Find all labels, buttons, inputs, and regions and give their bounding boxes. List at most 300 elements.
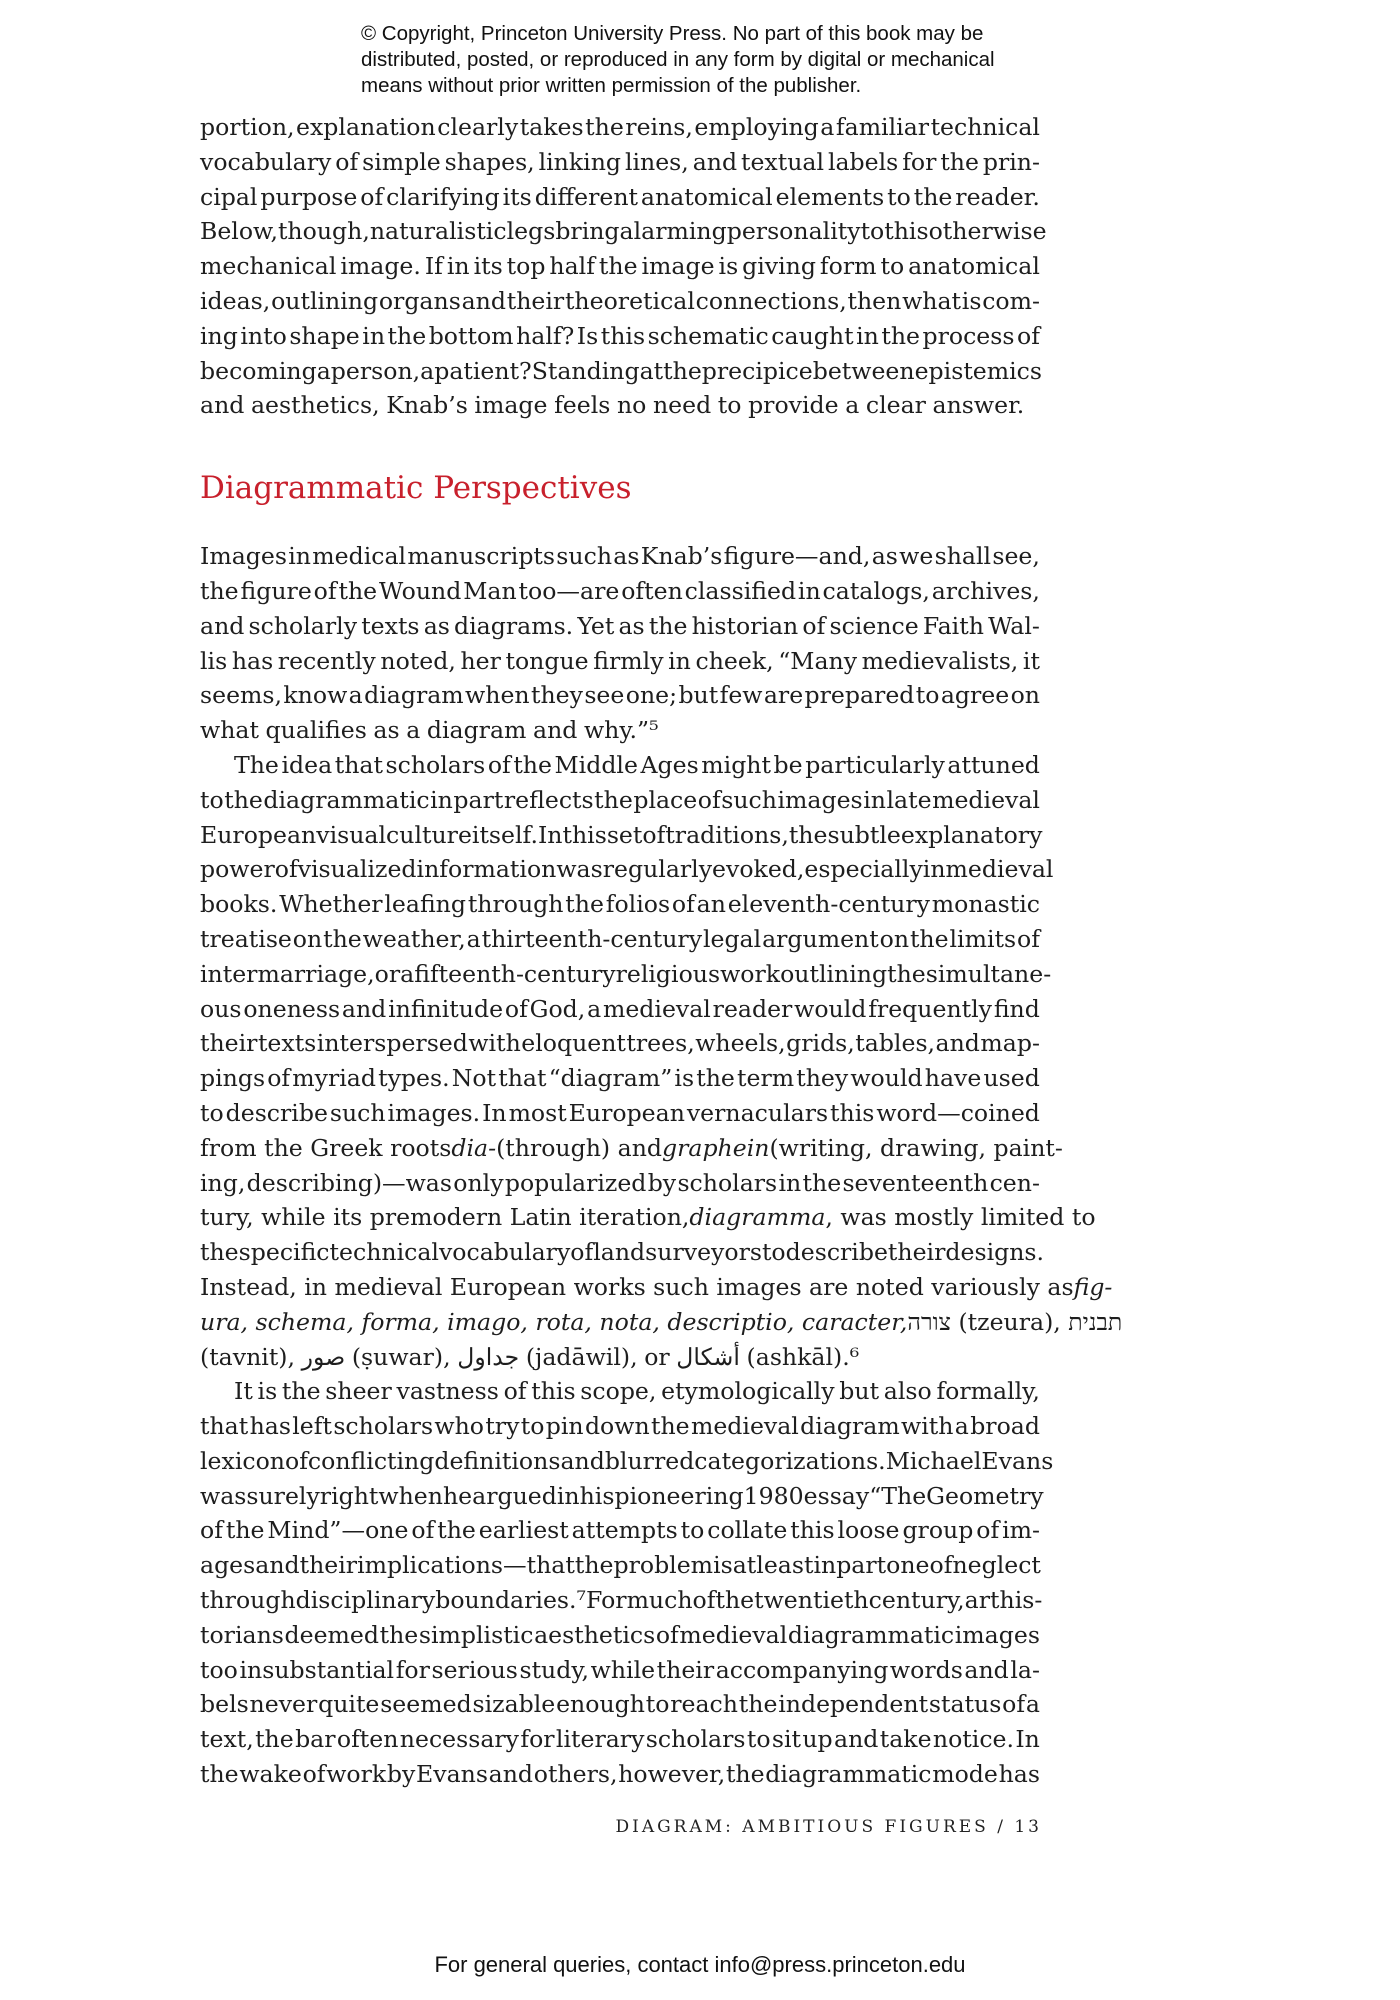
copyright-line: distributed, posted, or reproduced in any form by digital or mechanical <box>361 48 995 71</box>
word: work <box>720 959 781 988</box>
word: art <box>964 1586 1000 1615</box>
word: outlining <box>780 959 888 988</box>
word: evoked, <box>712 855 805 884</box>
word: noted, <box>380 646 456 675</box>
word: their <box>887 1238 946 1267</box>
word: at <box>732 1551 757 1580</box>
word: seems, <box>200 681 283 710</box>
word: texts <box>257 1029 317 1058</box>
text-line <box>200 354 1040 389</box>
word: then <box>847 286 902 315</box>
word: and <box>461 286 506 315</box>
word: attuned <box>947 750 1040 779</box>
word: the <box>802 1168 842 1197</box>
word: legal <box>702 924 762 953</box>
word: visualized <box>297 855 417 884</box>
word: others, <box>533 1760 618 1789</box>
text-line <box>200 644 1040 679</box>
word: outlining <box>271 286 379 315</box>
word: in <box>668 646 691 675</box>
word: in <box>430 785 453 814</box>
word: her <box>460 646 501 675</box>
word: though, <box>277 217 370 246</box>
word: limits <box>949 924 1017 953</box>
word: the <box>585 113 624 141</box>
word: linking <box>538 147 622 176</box>
word: the <box>913 182 953 211</box>
word: and <box>533 716 578 745</box>
word: images <box>777 785 863 814</box>
text-line <box>200 1513 1040 1548</box>
word: used <box>983 1064 1040 1093</box>
word: they <box>796 1064 849 1093</box>
word: purpose <box>260 182 358 211</box>
text-line <box>200 249 1040 284</box>
word: clearly <box>437 113 519 141</box>
word: to <box>200 1098 224 1127</box>
word: attempts <box>571 1516 678 1545</box>
word: they <box>530 681 583 710</box>
word: much <box>626 1586 693 1615</box>
word: Knab’s <box>386 391 468 420</box>
word: who <box>434 1412 484 1441</box>
word: argument <box>762 924 879 953</box>
text-line <box>200 388 1040 423</box>
text-line <box>200 1131 1063 1166</box>
word: Michael <box>885 1446 982 1475</box>
word: Wal- <box>988 611 1040 640</box>
word: century, <box>868 1586 965 1615</box>
word: bring <box>555 217 620 246</box>
word: a <box>587 994 602 1023</box>
word: has <box>998 1760 1040 1789</box>
word: Middle <box>554 750 638 779</box>
text-line <box>200 783 1040 818</box>
word: this <box>562 820 607 849</box>
word: word—coined <box>876 1098 1040 1127</box>
text-line <box>200 818 1043 853</box>
word: Below, <box>200 217 278 246</box>
word: أشكال <box>676 1342 740 1371</box>
word: a <box>348 681 363 710</box>
word: his <box>579 1481 615 1510</box>
word: and <box>935 1029 980 1058</box>
word: right <box>319 1481 379 1510</box>
word: conflicting <box>307 1446 435 1475</box>
word: patient? <box>434 356 532 385</box>
word: seemed <box>380 1690 472 1719</box>
text-line <box>200 319 1040 354</box>
word: fifteenth-century <box>414 959 616 988</box>
word: implications—that <box>357 1551 575 1580</box>
word: when <box>465 681 530 710</box>
word: deemed <box>284 1620 379 1649</box>
word: trees, <box>626 1029 695 1058</box>
word: at <box>639 356 664 385</box>
word: on <box>879 924 910 953</box>
word: set <box>606 820 643 849</box>
word: interspersed <box>316 1029 468 1058</box>
word: thirteenth-century <box>481 924 703 953</box>
word: scholars <box>385 750 486 779</box>
word: has <box>231 646 274 675</box>
word: com- <box>982 286 1040 315</box>
word: might <box>701 750 771 779</box>
word: a <box>466 924 481 953</box>
word: cheek, <box>695 646 774 675</box>
word: enough <box>556 1690 645 1719</box>
word: Whether <box>279 890 383 919</box>
text-line <box>200 539 1040 574</box>
word: the <box>940 147 979 176</box>
word: of <box>570 1238 594 1267</box>
word: images <box>954 1620 1040 1649</box>
word: Not <box>451 1064 497 1093</box>
word: term <box>737 1064 795 1093</box>
word: such <box>329 1098 386 1127</box>
word: of <box>671 890 695 919</box>
word: recently <box>277 646 376 675</box>
word: lis <box>200 646 228 675</box>
word: only <box>453 1168 504 1197</box>
word: find <box>993 994 1040 1023</box>
word: connections, <box>695 286 847 315</box>
word: the <box>565 890 604 919</box>
word: status <box>928 1690 1002 1719</box>
word: Geometry <box>926 1481 1044 1510</box>
paragraph-4 <box>200 1374 1054 1792</box>
word: study, <box>519 1655 590 1684</box>
word: as <box>618 611 645 640</box>
copyright-line: means without prior written permission of the publisher. <box>361 74 862 97</box>
text-line <box>200 1061 1040 1096</box>
word: simplistic <box>418 1620 534 1649</box>
word: medieval <box>932 785 1040 814</box>
word: a <box>400 959 415 988</box>
word: their <box>299 1551 358 1580</box>
word: myriad <box>292 1064 376 1093</box>
word: an <box>696 890 726 919</box>
word: power <box>200 855 275 884</box>
word: image <box>641 252 715 281</box>
text-line <box>200 1166 1040 1201</box>
word: agree <box>940 681 1010 710</box>
word: the <box>909 924 949 953</box>
word: of <box>302 1760 326 1789</box>
running-footer: DIAGRAM: AMBITIOUS FIGURES / 13 <box>615 1817 1042 1837</box>
word: what <box>200 716 259 745</box>
word: of <box>642 820 666 849</box>
word: to <box>860 217 885 246</box>
word: necessary <box>399 1725 520 1754</box>
word: firmly <box>593 646 664 675</box>
word: schematic <box>647 321 769 350</box>
word: wake <box>239 1760 302 1789</box>
word: in <box>288 542 311 571</box>
word: of <box>1017 924 1040 953</box>
word: what <box>902 286 962 315</box>
word: reins, <box>625 113 693 141</box>
word: religious <box>615 959 721 988</box>
word: popularized <box>504 1168 647 1197</box>
word: was <box>556 855 603 884</box>
word: the <box>255 1725 294 1754</box>
word: is <box>674 1064 695 1093</box>
text-line <box>200 1374 1040 1409</box>
word: of <box>360 182 384 211</box>
word: to <box>680 1516 705 1545</box>
word: try <box>485 1412 520 1441</box>
word: the <box>437 1516 476 1545</box>
word: in <box>556 1481 580 1510</box>
word: but <box>839 1377 880 1406</box>
word: disciplinary <box>295 1586 436 1615</box>
word: a <box>420 356 435 385</box>
text-line <box>200 1026 1040 1061</box>
word: to <box>200 785 224 814</box>
word: otherwise <box>928 217 1047 246</box>
word: science <box>829 611 919 640</box>
word: by <box>647 1168 677 1197</box>
word: reach <box>670 1690 738 1719</box>
word: the <box>513 750 552 779</box>
word: in <box>863 785 886 814</box>
word: reader. <box>955 182 1040 211</box>
text-line <box>200 887 1040 922</box>
word: diagrams. <box>454 611 574 640</box>
word: one <box>886 1551 930 1580</box>
text-line <box>200 992 1040 1027</box>
word: vocabulary <box>438 1238 571 1267</box>
word: one; <box>625 681 678 710</box>
word: Evans <box>416 1760 488 1789</box>
word: provide <box>748 391 839 420</box>
word: tables, <box>855 1029 936 1058</box>
word: جداول <box>457 1342 520 1371</box>
word: regularly <box>602 855 713 884</box>
word: shall <box>934 542 992 571</box>
word: the <box>379 1620 419 1649</box>
word: by <box>386 1760 416 1789</box>
word: surveyors <box>645 1238 762 1267</box>
word: ing, <box>200 1168 246 1197</box>
word: (tavnit), <box>200 1342 296 1371</box>
word: diagram <box>426 716 527 745</box>
word: be <box>773 750 803 779</box>
word: precipice <box>701 356 813 385</box>
text-line <box>200 1548 1040 1583</box>
word: know <box>283 681 348 710</box>
word: neglect <box>952 1551 1041 1580</box>
text-line <box>200 1687 1040 1722</box>
word: monastic <box>931 890 1040 919</box>
word: and <box>488 1760 534 1789</box>
word: this <box>830 1098 875 1127</box>
word: God, <box>529 994 586 1023</box>
word: mechanical <box>200 252 337 281</box>
word: the <box>594 785 633 814</box>
word: blurred <box>604 1446 695 1475</box>
word: culture <box>386 820 472 849</box>
text-line <box>200 1618 1040 1653</box>
italic-term: graphein <box>662 1133 770 1162</box>
word: of <box>284 1446 308 1475</box>
word: a <box>316 356 331 385</box>
word: see, <box>992 542 1040 571</box>
word: the <box>881 321 920 350</box>
word: shape <box>289 321 360 350</box>
word: information <box>416 855 557 884</box>
word: designs. <box>945 1238 1045 1267</box>
word: and <box>255 1551 300 1580</box>
word: of <box>802 611 826 640</box>
word: its <box>502 182 532 211</box>
word: “The <box>869 1481 927 1510</box>
word: image. <box>340 252 421 281</box>
word: the <box>650 1412 690 1441</box>
word: a <box>845 391 860 420</box>
word: bels <box>200 1690 249 1719</box>
word: for <box>395 1655 430 1684</box>
text-line <box>200 678 1040 713</box>
word: to <box>520 1412 545 1441</box>
word: eloquent <box>521 1029 626 1058</box>
word: while <box>590 1655 656 1684</box>
word: sizable <box>472 1690 556 1719</box>
text-line <box>200 1444 1054 1479</box>
word: pings <box>200 1064 266 1093</box>
word: clarifying <box>386 182 500 211</box>
word: lexicon <box>200 1446 285 1475</box>
word: describe <box>225 1098 328 1127</box>
word: describe <box>785 1238 888 1267</box>
word: insubstantial <box>239 1655 395 1684</box>
word: anatomical <box>908 252 1040 281</box>
text-line <box>200 284 1040 319</box>
word: aesthetics <box>534 1620 656 1649</box>
text-line <box>200 574 1040 609</box>
text-line <box>200 1653 1040 1688</box>
word: the <box>200 1760 239 1789</box>
word: bottom <box>428 321 514 350</box>
word: through <box>200 1586 296 1615</box>
text-run: (writing, drawing, paint- <box>769 1133 1063 1162</box>
word: this <box>884 217 929 246</box>
word: loose <box>837 1516 900 1545</box>
word: or <box>374 959 401 988</box>
word: la- <box>1010 1655 1040 1684</box>
word: images. <box>387 1098 481 1127</box>
word: need <box>652 391 712 420</box>
word: portion, <box>200 113 295 141</box>
word: argued <box>472 1481 557 1510</box>
word: has <box>249 1412 291 1441</box>
word: Ages <box>640 750 699 779</box>
text-line <box>200 957 1052 992</box>
word: the <box>281 1377 321 1406</box>
word: the <box>715 1586 755 1615</box>
word: scope, <box>580 1377 657 1406</box>
word: most <box>508 1098 567 1127</box>
word: their <box>200 1029 258 1058</box>
word: the <box>887 959 926 988</box>
text-line <box>200 1340 1040 1375</box>
text-line <box>200 609 1040 644</box>
word: a <box>820 113 835 141</box>
word: of <box>411 1516 435 1545</box>
word: that <box>200 1412 249 1441</box>
word: the <box>224 785 263 814</box>
word: their <box>656 1655 715 1684</box>
word: idea <box>281 750 333 779</box>
text-line <box>200 145 1040 180</box>
word: historian <box>691 611 799 640</box>
word: definitions <box>434 1446 561 1475</box>
word: in <box>856 321 879 350</box>
word: cen- <box>989 1168 1040 1197</box>
word: epistemics <box>914 356 1042 385</box>
word: up <box>802 1725 833 1754</box>
word: down <box>584 1412 650 1441</box>
word: land <box>593 1238 646 1267</box>
word: of <box>335 147 359 176</box>
text-run: (through) and <box>496 1133 662 1162</box>
word: in <box>362 321 386 350</box>
word: of <box>503 1377 527 1406</box>
text-line <box>200 852 1054 887</box>
word: of <box>929 1551 953 1580</box>
word: of <box>692 1586 716 1615</box>
word: a <box>1025 1690 1040 1719</box>
word: the <box>200 576 239 605</box>
word: infinitude <box>388 994 504 1023</box>
word: the <box>225 1516 265 1545</box>
word: Mind”—one <box>267 1516 409 1545</box>
text-line <box>200 713 1040 748</box>
word: independent <box>778 1690 929 1719</box>
word: work <box>326 1760 387 1789</box>
word: figure—and, <box>723 542 871 571</box>
word: as <box>871 542 898 571</box>
word: books. <box>200 890 278 919</box>
word: between <box>812 356 915 385</box>
paragraph-3 <box>200 748 1123 1374</box>
word: prin- <box>982 147 1040 176</box>
italic-term: dia- <box>451 1133 497 1162</box>
word: wheels, <box>695 1029 786 1058</box>
word: is <box>257 1377 278 1406</box>
word: sheer <box>325 1377 392 1406</box>
word: answer. <box>932 391 1025 420</box>
word: to <box>717 391 742 420</box>
word: different <box>534 182 638 211</box>
text-run: צורה (tzeura), תבנית <box>907 1307 1123 1336</box>
word: simple <box>362 147 441 176</box>
word: notice. <box>932 1725 1014 1754</box>
word: broad <box>970 1412 1040 1441</box>
word: place <box>633 785 698 814</box>
word: medieval <box>690 1412 799 1441</box>
word: intermarriage, <box>200 959 375 988</box>
word: Man <box>463 576 517 605</box>
word: the <box>338 576 378 605</box>
word: it <box>1022 646 1040 675</box>
word: image <box>474 391 548 420</box>
word: catalogs, <box>822 576 930 605</box>
word: ages <box>200 1551 256 1580</box>
word: technical <box>329 1238 439 1267</box>
word: Knab’s <box>640 542 723 571</box>
